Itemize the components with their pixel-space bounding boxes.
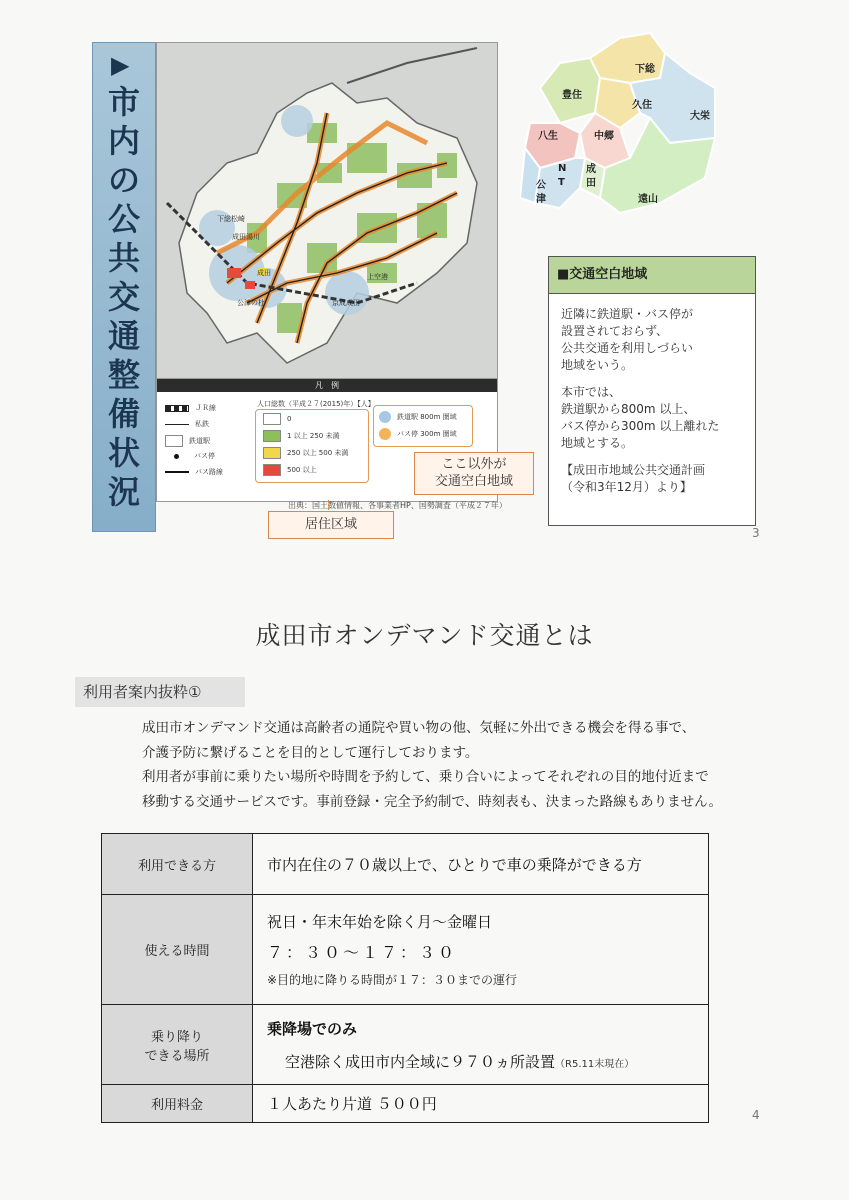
legend-pop-2: 250 以上 500 未満: [263, 447, 348, 459]
legend-private-rail: 私鉄: [165, 419, 209, 429]
outside-area-callout: ここ以外が 交通空白地域: [414, 452, 534, 495]
infobox-source: 【成田市地域公共交通計画 （令和3年12月）より】: [561, 463, 706, 494]
page-number-top: 3: [752, 526, 760, 540]
district-label-2: 久住: [632, 100, 652, 111]
table-row: [102, 1005, 709, 1085]
population-header: 人口総数（平成２７(2015)年）【人】: [257, 400, 375, 408]
map-label-4: 公津の杜: [237, 299, 265, 307]
district-label-6: N: [558, 163, 567, 174]
bus-route-icon: [165, 471, 189, 473]
row-value: 乗降場でのみ 空港除く成田市内全域に９７０ヵ所設置（R5.11末現在）: [253, 1005, 709, 1085]
map-source: 出典：国土数値情報、各事業者HP、国勢調査（平成２７年）: [288, 501, 507, 510]
bus-stop-icon: [174, 454, 179, 459]
district-label-8: 成: [586, 164, 596, 175]
infobox-criteria: 本市では、 鉄道駅から800m 以上、 バス停から300m 以上離れた 地域とする。: [561, 385, 720, 450]
district-label-11: 津: [536, 194, 546, 205]
district-label-10: 公: [536, 180, 546, 191]
row-label: 利用できる方: [102, 834, 253, 895]
legend-bus-stop: バス停: [165, 451, 215, 461]
district-label-7: T: [558, 177, 565, 188]
station-icon: [165, 435, 183, 447]
row-label: 使える時間: [102, 895, 253, 1005]
residential-bracket: [255, 409, 369, 483]
table-row: [102, 895, 709, 1005]
district-label-12: 遠山: [638, 194, 658, 205]
private-rail-icon: [165, 424, 189, 425]
legend-pop-0: 0: [263, 413, 291, 425]
map-label-5: 上空港: [367, 273, 388, 281]
infobox-definition: 近隣に鉄道駅・バス停が 設置されておらず、 公共交通を利用しづらい 地域をいう。: [561, 307, 694, 372]
map-label-1: 成田湯川: [232, 233, 260, 241]
table-row: [102, 1085, 709, 1123]
residential-callout: 居住区域: [268, 511, 394, 539]
transit-map: [156, 42, 498, 384]
legend-pop-3: 500 以上: [263, 464, 317, 476]
page-number-bottom: 4: [752, 1108, 760, 1122]
legend-jr: ＪＲ線: [165, 403, 216, 413]
district-label-9: 田: [586, 178, 596, 189]
row-value: 市内在住の７０歳以上で、ひとりで車の乗降ができる方: [253, 834, 709, 895]
section-title-bar: [92, 42, 156, 532]
section-title: 市内の公共交通整備状況: [107, 83, 140, 511]
station-circle-icon: [379, 411, 391, 423]
district-map-graphic: [520, 18, 720, 218]
table-row: [102, 834, 709, 895]
city-map-graphic: [157, 43, 497, 383]
legend-title: 凡 例: [157, 379, 497, 392]
usage-info-table: [101, 833, 709, 1123]
page-heading: 成田市オンデマンド交通とは: [255, 621, 594, 650]
map-label-2: 成田: [257, 269, 271, 277]
map-label-0: 下総松崎: [217, 215, 245, 223]
jr-line-icon: [165, 405, 189, 412]
infobox-title: ■交通空白地域: [549, 257, 755, 294]
district-label-4: 八生: [538, 131, 558, 142]
legend-bus-route: バス路線: [165, 467, 223, 477]
map-label-3: 京成成田: [332, 299, 360, 307]
legend-station-circle: 鉄道駅 800m 圏域: [379, 411, 457, 423]
district-label-0: 下総: [635, 64, 655, 75]
triangle-arrow-icon: ▶: [111, 51, 130, 79]
row-label: 乗り降り できる場所: [102, 1005, 253, 1085]
row-value: 祝日・年末年始を除く月〜金曜日 ７：３０〜１７：３０ ※目的地に降りる時間が１７：３０までの運行: [253, 895, 709, 1005]
district-map: [520, 18, 720, 218]
transport-gap-infobox: [548, 256, 756, 526]
bus-circle-icon: [379, 428, 391, 440]
district-label-1: 豊住: [562, 90, 582, 101]
district-label-3: 大栄: [690, 111, 710, 122]
row-value: １人あたり片道 ５００円: [253, 1085, 709, 1123]
legend-pop-1: 1 以上 250 未満: [263, 430, 340, 442]
legend-station: 鉄道駅: [165, 435, 210, 447]
legend-bus-circle: バス停 300m 圏域: [379, 428, 457, 440]
intro-paragraph: 成田市オンデマンド交通は高齢者の通院や買い物の他、気軽に外出できる機会を得る事で、 介護予防に繋げることを目的として運行しております。 利用者が事前に乗りたい場所や時間を予約して、乗り合いによってそれぞれの目的地付近まで 移動する交通サービスです。事前登録・完全予約制で、時刻表も、決まった路線もありません。: [142, 720, 722, 810]
row-label: 利用料金: [102, 1085, 253, 1123]
district-label-5: 中郷: [594, 131, 614, 142]
callout-connector: [328, 500, 330, 510]
subheading: 利用者案内抜粋①: [75, 677, 245, 707]
